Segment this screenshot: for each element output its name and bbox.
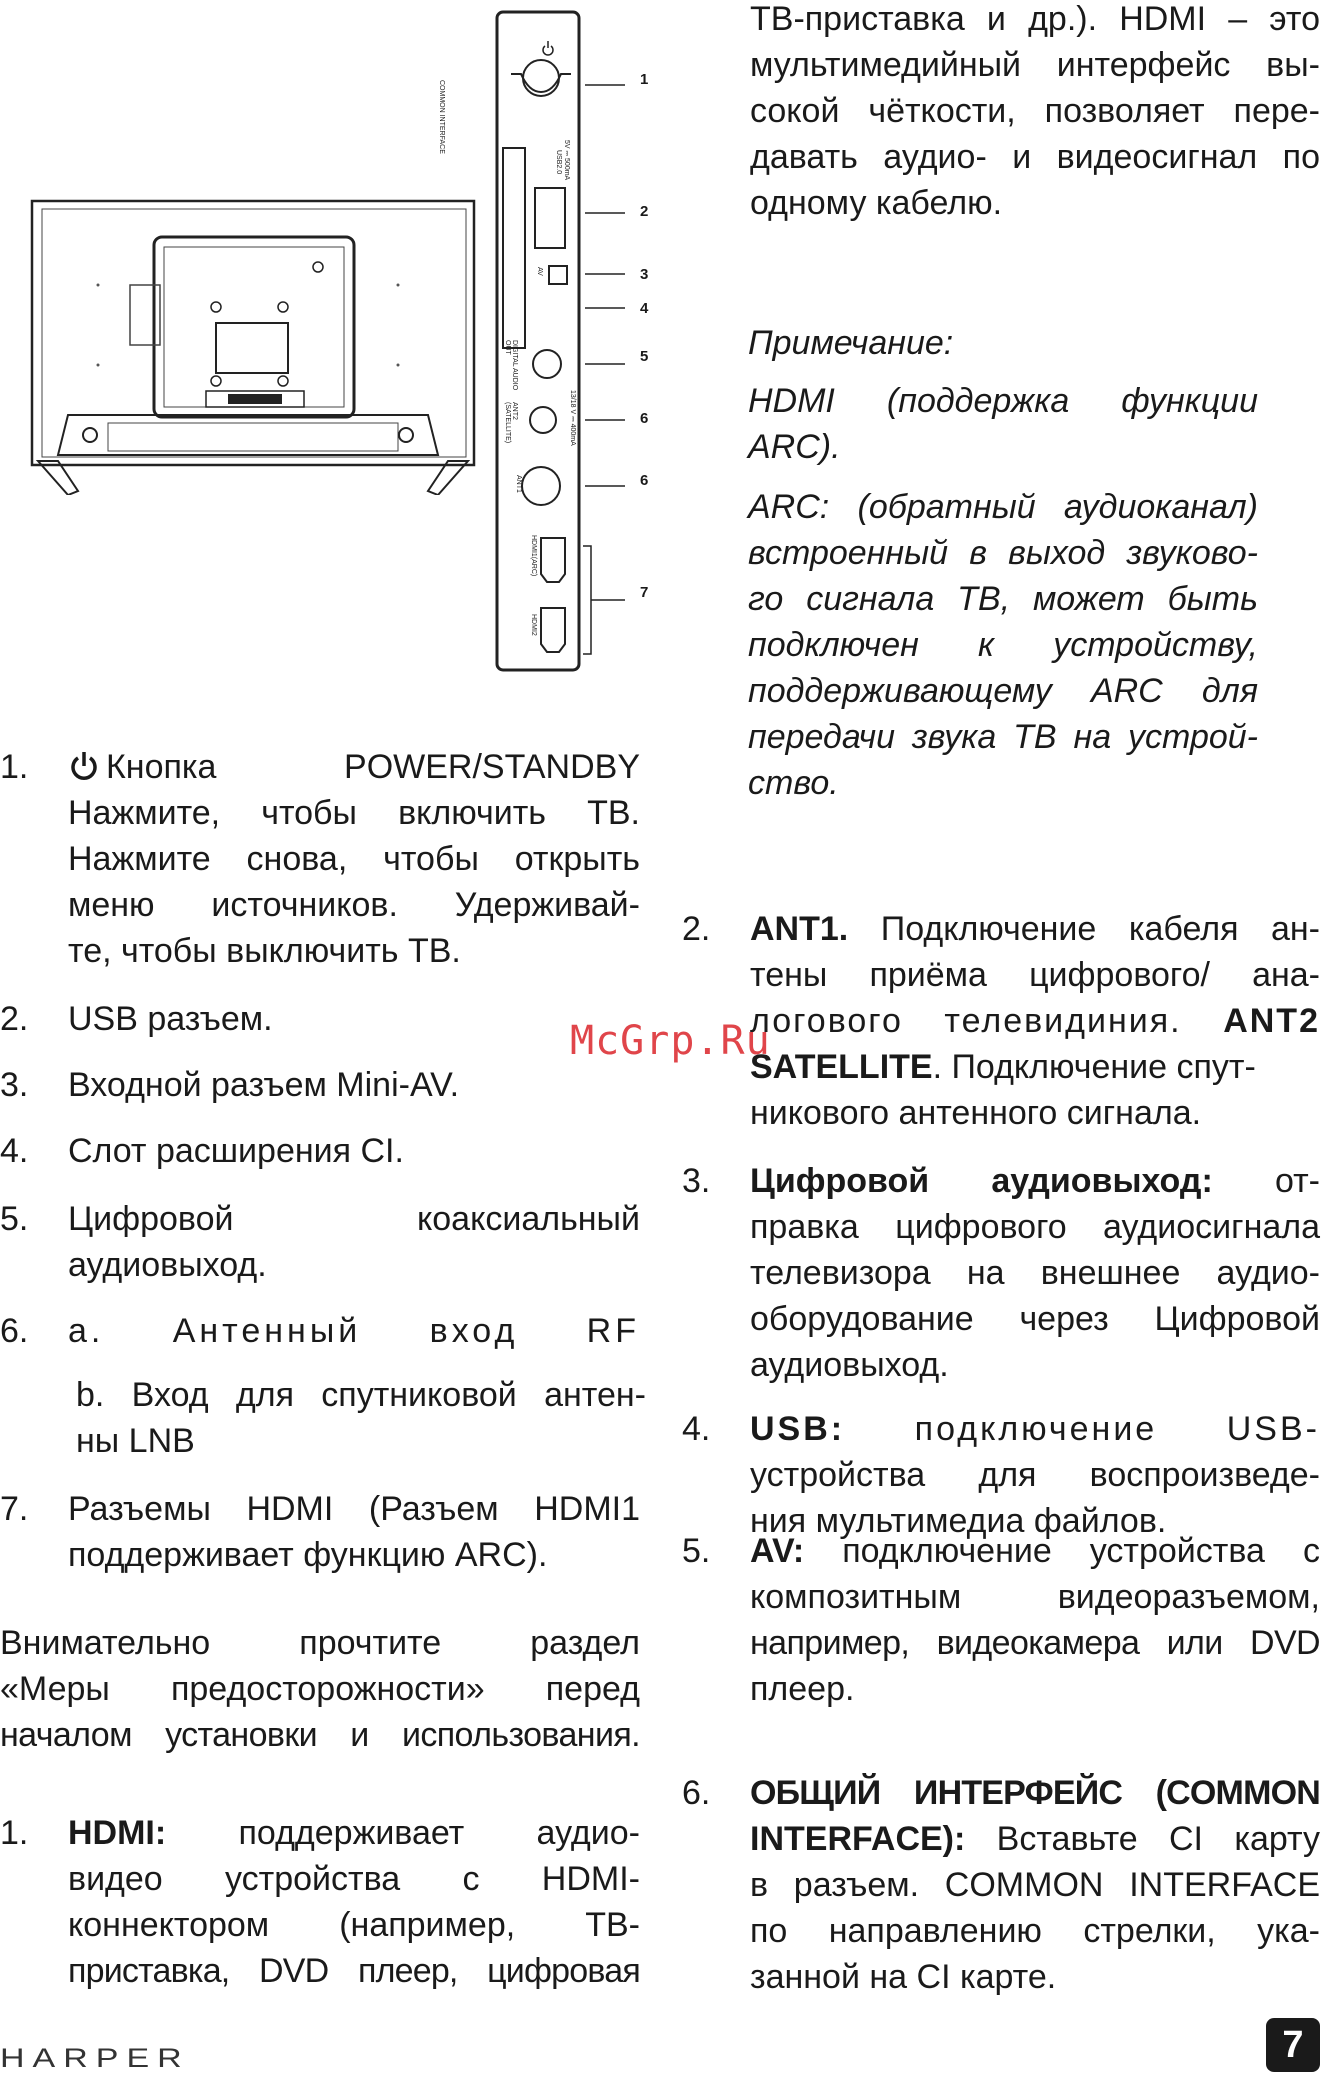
- item-label: SATELLITE: [750, 1048, 933, 1086]
- item-line: тены приёма цифрового/ ана-: [750, 956, 1320, 994]
- warning-line: началом установки и использования.: [0, 1716, 640, 1754]
- item-number: 6.: [682, 1774, 711, 1812]
- item-line: Подключение кабеля ан-: [880, 910, 1320, 948]
- item-label: Цифровой аудиовыход:: [750, 1162, 1213, 1200]
- callout-3: 3: [640, 266, 649, 283]
- item-label: ANT: [750, 910, 820, 948]
- item-number: 2.: [0, 1000, 29, 1038]
- warning-line: «Меры предосторожности» перед: [0, 1670, 640, 1708]
- item-label: ANT2: [1223, 1002, 1320, 1040]
- item-number: 6.: [0, 1312, 29, 1350]
- warning-paragraph: [0, 1620, 640, 1758]
- note-line: ство.: [748, 764, 839, 802]
- item-title: Кнопка POWER/STANDBY: [106, 748, 640, 786]
- right-top-paragraph: [750, 0, 1320, 226]
- item-line: Входной разъем Mini-AV.: [68, 1066, 460, 1104]
- item-line: в разъем. COMMON INTERFACE: [750, 1866, 1320, 1904]
- callout-5: 5: [640, 348, 649, 365]
- label-ant2: ANT2 (SATELLITE): [504, 402, 518, 444]
- item-line: никового антенного сигнала.: [750, 1094, 1202, 1132]
- item-line: те, чтобы выключить ТВ.: [68, 932, 461, 970]
- item-line: правка цифрового аудиосигнала: [750, 1208, 1320, 1246]
- item-line: Нажмите, чтобы включить ТВ.: [68, 794, 640, 832]
- label-digital-audio-out: DIGITAL AUDIO OUT: [504, 340, 518, 391]
- item-line: подключение USB-: [914, 1410, 1320, 1448]
- item-number: 3.: [682, 1162, 711, 1200]
- note-block: [748, 320, 1258, 806]
- callout-2: 2: [640, 203, 649, 220]
- item-line: Вставьте CI карту: [996, 1820, 1320, 1858]
- brand-logo: HARPER: [0, 2042, 190, 2074]
- item-line: от-: [1274, 1162, 1320, 1200]
- item-label: ОБЩИЙ ИНТЕРФЕЙС (COMMON: [750, 1774, 1320, 1812]
- item-number: 1.: [0, 1814, 29, 1852]
- label-ant1: ANT1: [515, 475, 522, 493]
- item-line: аудиовыход.: [68, 1246, 267, 1284]
- label-common-interface: COMMON INTERFACE: [438, 80, 445, 154]
- label-av: AV: [536, 267, 543, 276]
- note-line: HDMI (поддержка функции: [748, 382, 1258, 420]
- item-number: 2.: [682, 910, 711, 948]
- item-line: телевизора на внешнее аудио-: [750, 1254, 1320, 1292]
- item-label-suffix: 1.: [819, 910, 849, 948]
- item-number: 5.: [0, 1200, 29, 1238]
- item-number: 4.: [682, 1410, 711, 1448]
- item-line: композитным видеоразъемом,: [750, 1578, 1320, 1616]
- item-line: b. Вход для спутниковой антен-: [76, 1376, 646, 1414]
- note-line: ARC: (обратный аудиоканал): [748, 488, 1258, 526]
- paragraph-line: сокой чёткости, позволяет пере-: [750, 92, 1320, 130]
- watermark: McGrp.Ru: [570, 1018, 771, 1064]
- power-icon: [543, 41, 553, 55]
- paragraph-line: ТВ-приставка и др.). HDMI – это: [750, 0, 1320, 38]
- item-line: поддерживает аудио-: [238, 1814, 640, 1852]
- item-line: Нажмите снова, чтобы открыть: [68, 840, 640, 878]
- label-usb: USB2.0: [555, 150, 562, 175]
- item-line: например, видеокамера или DVD: [750, 1624, 1320, 1662]
- item-number: 5.: [682, 1532, 711, 1570]
- item-line: коннектором (например, ТВ-: [68, 1906, 640, 1944]
- item-line: устройства для воспроизведе-: [750, 1456, 1320, 1494]
- note-line: го сигнала ТВ, может быть: [748, 580, 1258, 618]
- item-line: Слот расширения CI.: [68, 1132, 404, 1170]
- item-label: INTERFACE):: [750, 1820, 966, 1858]
- item-line: оборудование через Цифровой: [750, 1300, 1320, 1338]
- note-line: подключен к устройству,: [748, 626, 1258, 664]
- note-title: Примечание:: [748, 324, 954, 362]
- item-line: поддерживает функцию ARC).: [68, 1536, 548, 1574]
- warning-line: Внимательно прочтите раздел: [0, 1624, 640, 1662]
- note-line: встроенный в выход звуково-: [748, 534, 1258, 572]
- note-line: ARC).: [748, 428, 841, 466]
- item-line: USB разъем.: [68, 1000, 273, 1038]
- page-number-badge: [1266, 2018, 1320, 2072]
- item-line: ния мультимедиа файлов.: [750, 1502, 1167, 1540]
- item-line: занной на CI карте.: [750, 1958, 1057, 1996]
- item-line: видео устройства с HDMI-: [68, 1860, 640, 1898]
- paragraph-line: давать аудио- и видеосигнал по: [750, 138, 1320, 176]
- item-number: 3.: [0, 1066, 29, 1104]
- power-standby-icon: [68, 750, 100, 782]
- item-line: логового телевидиния.: [750, 1002, 1182, 1040]
- paragraph-line: мультимедийный интерфейс вы-: [750, 46, 1320, 84]
- item-line: Разъемы HDMI (Разъем HDMI1: [68, 1490, 640, 1528]
- note-line: передачи звука ТВ на устрой-: [748, 718, 1258, 756]
- label-hdmi2: HDMI2: [530, 614, 537, 636]
- item-line: . Подключение спут-: [932, 1048, 1256, 1086]
- callout-1: 1: [640, 71, 649, 88]
- item-label: HDMI:: [68, 1814, 167, 1852]
- label-usb-rating: 5V ⎓ 500mA: [563, 140, 570, 181]
- item-line: меню источников. Удерживай-: [68, 886, 640, 924]
- item-line: ны LNB: [76, 1422, 195, 1460]
- item-line: подключение устройства с: [842, 1532, 1320, 1570]
- paragraph-line: одному кабелю.: [750, 184, 1003, 222]
- callout-6b: 6: [640, 472, 649, 489]
- side-panel-diagram: [495, 8, 665, 678]
- left-list-item-6-sub: [76, 1372, 646, 1464]
- item-line: a. Антенный вход RF: [68, 1312, 640, 1350]
- item-line: аудиовыход.: [750, 1346, 949, 1384]
- label-ant2-rating: 13/18 V ⎓ 400mA: [569, 390, 576, 446]
- item-line: Цифровой коаксиальный: [68, 1200, 640, 1238]
- label-hdmi1: HDMI1(ARC): [530, 535, 537, 577]
- item-line: приставка, DVD плеер, цифровая: [68, 1952, 640, 1990]
- callout-7: 7: [640, 584, 649, 601]
- item-line: плеер.: [750, 1670, 855, 1708]
- item-label: USB:: [750, 1410, 846, 1448]
- item-line: по направлению стрелки, ука-: [750, 1912, 1320, 1950]
- item-number: 4.: [0, 1132, 29, 1170]
- item-label: AV:: [750, 1532, 805, 1570]
- callout-4: 4: [640, 300, 649, 317]
- note-line: поддерживающему ARC для: [748, 672, 1258, 710]
- item-number: 7.: [0, 1490, 29, 1528]
- tv-back-diagram: [28, 195, 478, 495]
- item-number: 1.: [0, 748, 29, 786]
- page-number: 7: [1282, 2024, 1304, 2066]
- callout-6a: 6: [640, 410, 649, 427]
